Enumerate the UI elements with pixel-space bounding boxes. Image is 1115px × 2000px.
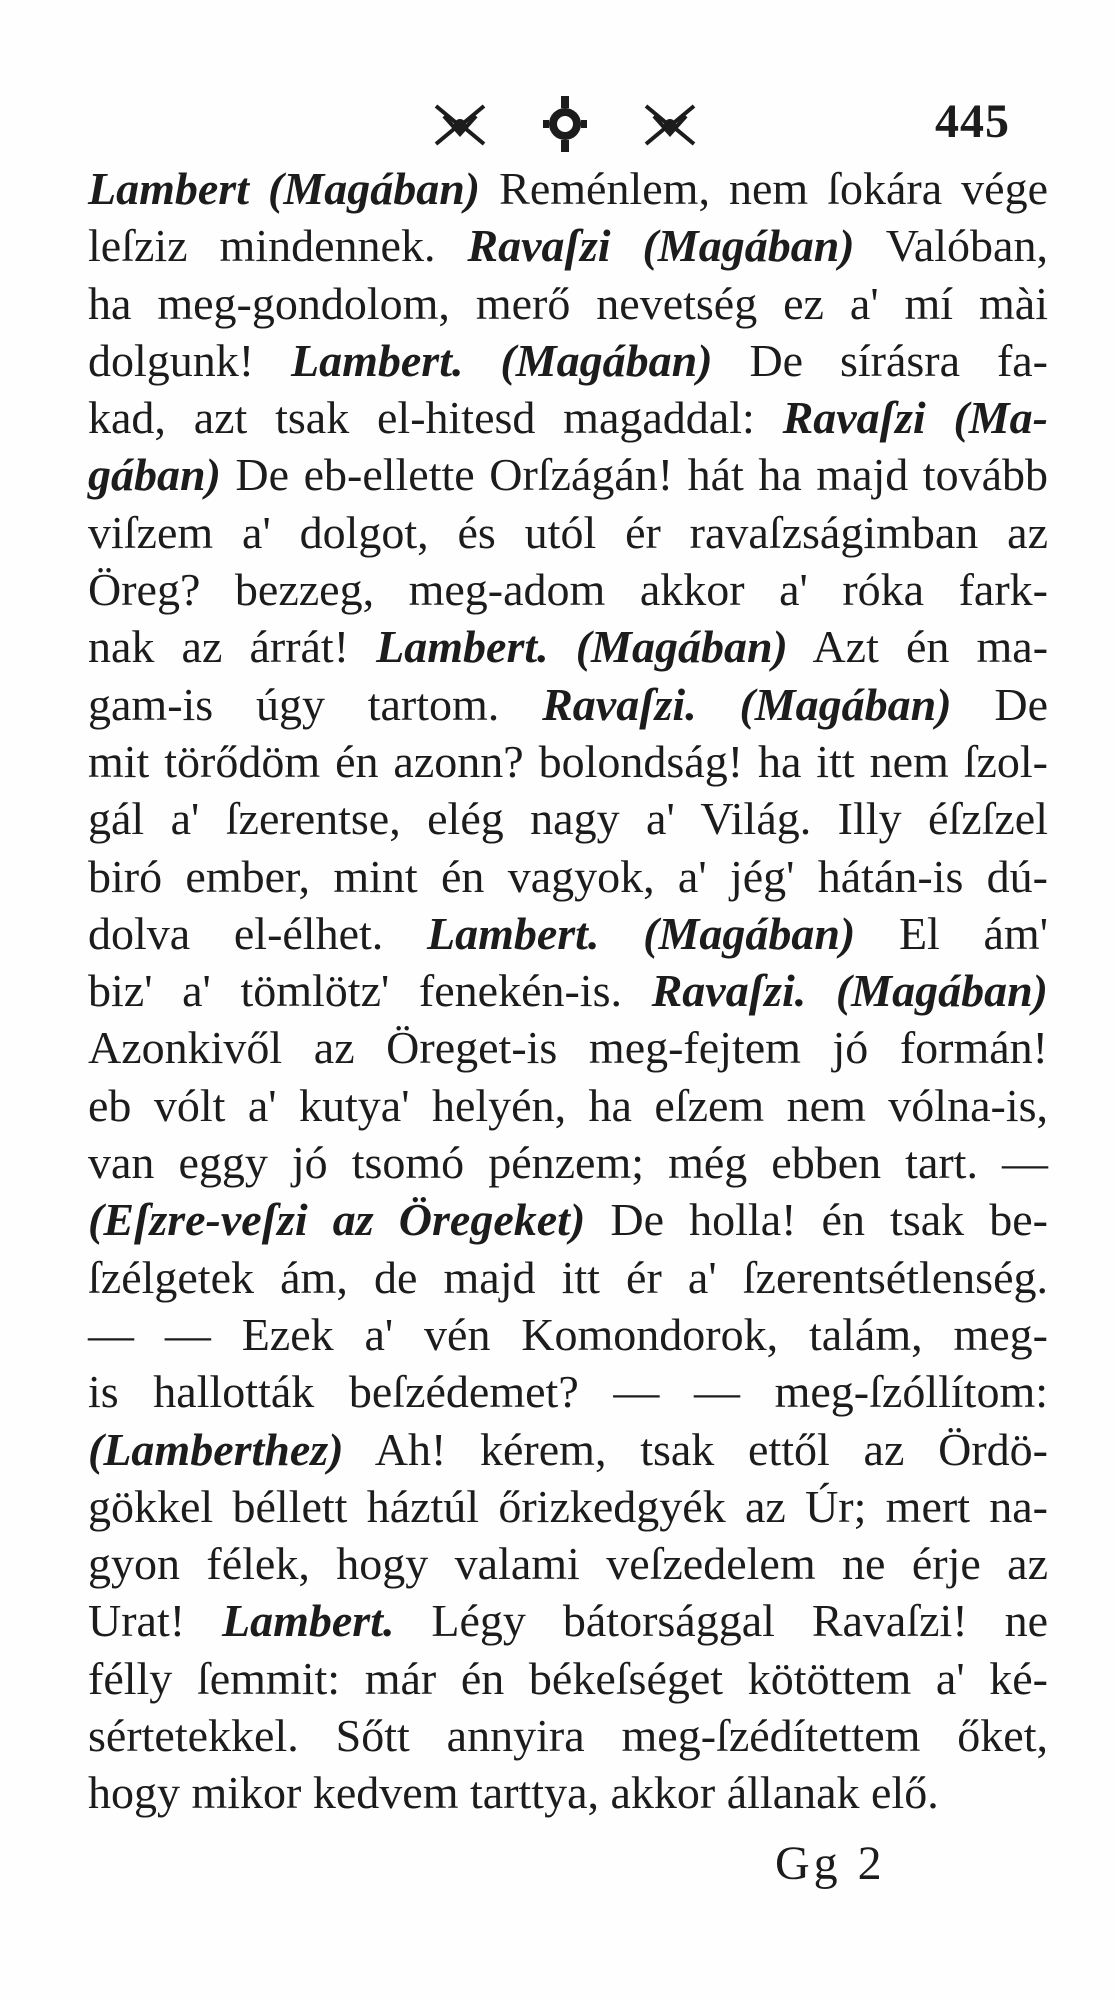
text-run: Légy bátorsággal Ravaſzi! ne <box>394 1595 1048 1647</box>
text-run: ha meg-gondolom, merő nevetség ez a' mí mài <box>88 277 1048 329</box>
speaker-direction: Lambert. (Magában) <box>291 334 713 386</box>
speaker-direction: Ravaſzi (Ma- <box>782 392 1048 444</box>
text-run: dolva el-élhet. <box>88 907 427 959</box>
text-line <box>88 446 1048 503</box>
text-line <box>88 1764 1048 1821</box>
text-line <box>88 1306 1048 1363</box>
header-ornaments <box>430 94 700 154</box>
page-header <box>0 86 1115 166</box>
text-line <box>88 1191 1048 1248</box>
text-run: félly ſemmit: már én békeſséget kötöttem a' ké- <box>88 1652 1048 1704</box>
text-run: dolgunk! <box>88 334 292 386</box>
text-line <box>88 275 1048 332</box>
text-line <box>88 790 1048 847</box>
text-run: gam-is úgy tartom. <box>88 678 543 730</box>
text-line <box>88 332 1048 389</box>
text-run: De <box>951 678 1048 730</box>
text-run: viſzem a' dolgot, és utól ér ravaſzságimban az <box>88 506 1048 558</box>
speaker-direction: (Eſzre-veſzi az Öregeket) <box>88 1194 586 1246</box>
text-line <box>88 962 1048 1019</box>
text-line <box>88 1363 1048 1420</box>
speaker-direction: gában) <box>88 449 221 501</box>
text-line <box>88 1707 1048 1764</box>
text-line <box>88 1650 1048 1707</box>
text-run: Valóban, <box>854 220 1048 272</box>
text-line <box>88 1077 1048 1134</box>
text-run: Öreg? bezzeg, meg-adom akkor a' róka fark- <box>88 564 1048 616</box>
text-run: biz' a' tömlötz' fenekén-is. <box>88 965 652 1017</box>
text-line <box>88 1535 1048 1592</box>
text-line <box>88 1478 1048 1535</box>
text-line <box>88 905 1048 962</box>
text-line <box>88 504 1048 561</box>
text-run: gyon félek, hogy valami veſzedelem ne érje az <box>88 1538 1048 1590</box>
text-line <box>88 676 1048 733</box>
text-line <box>88 618 1048 675</box>
speaker-direction: Ravaſzi. (Magában) <box>542 678 952 730</box>
text-line <box>88 733 1048 790</box>
text-line <box>88 160 1048 217</box>
speaker-direction: Lambert. (Magában) <box>376 621 788 673</box>
speaker-direction: Lambert. (Magában) <box>426 907 856 959</box>
speaker-direction: Lambert. <box>222 1595 395 1647</box>
text-run: — — Ezek a' vén Komondorok, talám, meg- <box>88 1308 1048 1360</box>
text-run: gál a' ſzerentse, elég nagy a' Világ. Illy éſzſzel <box>88 793 1048 845</box>
text-run: El ám' <box>855 907 1048 959</box>
text-run: De holla! én tsak be- <box>585 1194 1049 1246</box>
signature-mark: Gg 2 <box>775 1837 886 1890</box>
body-text <box>88 160 1048 1822</box>
page-number: 445 <box>935 95 1010 148</box>
text-run: sértetekkel. Sőtt annyira meg-ſzédítettem őket, <box>88 1710 1048 1762</box>
text-run: eb vólt a' kutya' helyén, ha eſzem nem vólna-is, <box>88 1079 1048 1131</box>
text-line <box>88 848 1048 905</box>
text-run: biró ember, mint én vagyok, a' jég' hátán-is dú- <box>88 850 1048 902</box>
speaker-direction: Lambert (Magában) <box>88 163 481 214</box>
text-run: hogy mikor kedvem tarttya, akkor állanak elő. <box>88 1767 939 1819</box>
speaker-direction: Ravaſzi. (Magában) <box>651 965 1048 1017</box>
text-line <box>88 217 1048 274</box>
text-run: nak az árrát! <box>88 621 377 673</box>
fleuron-center-icon <box>543 96 587 152</box>
text-run: Azt én ma- <box>787 621 1049 673</box>
fleuron-right-icon <box>646 106 694 144</box>
fleuron-left-icon <box>436 106 484 144</box>
text-run: mit törődöm én azonn? bolondság! ha itt nem ſzol- <box>88 735 1048 787</box>
text-run: gökkel béllett háztúl őrizkedgyék az Úr; mert na- <box>88 1480 1048 1532</box>
text-line <box>88 389 1048 446</box>
text-run: Reménlem, nem ſokára vége <box>480 163 1048 214</box>
text-line <box>88 1019 1048 1076</box>
text-run: van eggy jó tsomó pénzem; még ebben tart. — <box>88 1137 1048 1189</box>
text-line <box>88 561 1048 618</box>
text-run: De eb-ellette Orſzágán! hát ha majd tovább <box>220 449 1048 501</box>
text-run: De sírásra fa- <box>712 334 1048 386</box>
text-run: kad, azt tsak el-hitesd magaddal: <box>88 392 783 444</box>
text-line <box>88 1249 1048 1306</box>
text-line <box>88 1592 1048 1649</box>
text-run: leſziz mindennek. <box>88 220 468 272</box>
speaker-direction: (Lamberthez) <box>88 1423 344 1475</box>
text-run: Ah! kérem, tsak ettől az Ördö- <box>343 1423 1048 1475</box>
text-run: Urat! <box>88 1595 222 1647</box>
text-run: is hallották beſzédemet? — — meg-ſzóllítom: <box>88 1366 1048 1418</box>
text-line <box>88 1421 1048 1478</box>
text-line <box>88 1134 1048 1191</box>
text-run: Azonkivől az Öreget-is meg-fejtem jó formán! <box>88 1022 1048 1074</box>
text-run: ſzélgetek ám, de majd itt ér a' ſzerentsétlenség. <box>88 1251 1048 1303</box>
speaker-direction: Ravaſzi (Magában) <box>467 220 855 272</box>
